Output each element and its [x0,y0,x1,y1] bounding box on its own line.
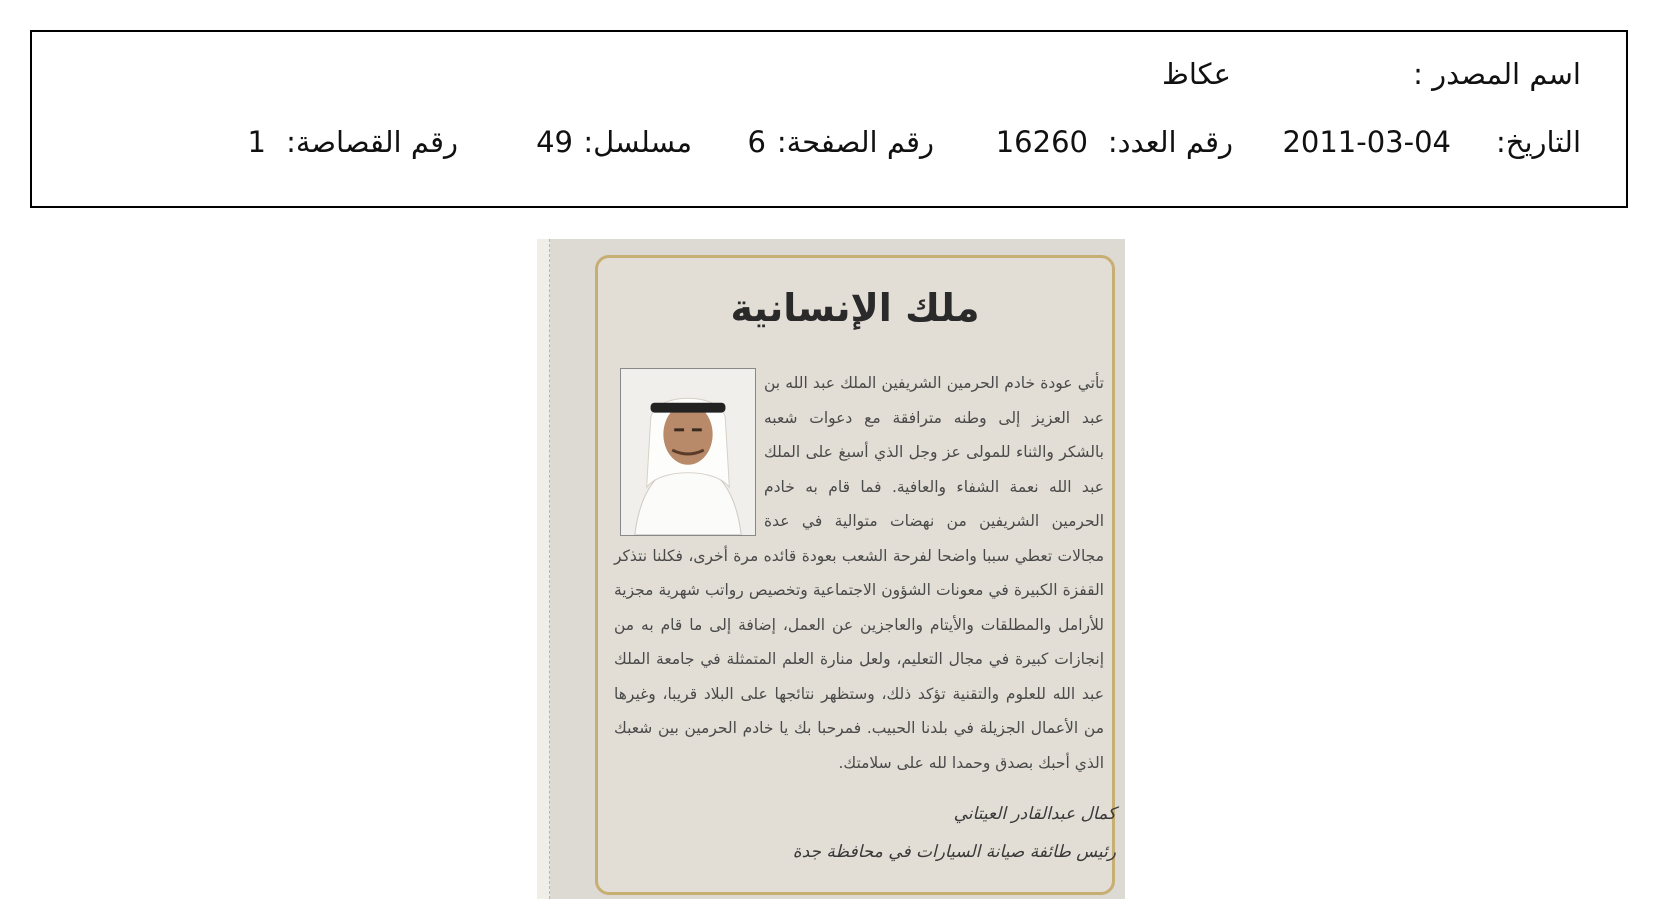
article-title: ملك الإنسانية [730,286,980,330]
clipping-label: رقم القصاصة: [286,125,458,159]
page-value: 6 [747,125,766,159]
issue-value: 16260 [995,125,1088,159]
source-label: اسم المصدر : [1413,57,1581,91]
date-label: التاريخ: [1495,125,1581,159]
issue-label: رقم العدد: [1107,125,1233,159]
adjacent-column-strip [537,239,550,899]
page-label: رقم الصفحة: [776,125,934,159]
clipping-metadata-box [30,30,1628,208]
serial-label: مسلسل: [583,125,692,159]
article-body [614,366,1104,780]
clipping-value: 1 [247,125,266,159]
article-body-text: تأتي عودة خادم الحرمين الشريفين الملك عبد الله بن عبد العزيز إلى وطنه مترافقة مع دعوات شعبه بالشكر والثناء للمولى عز وجل الذي أسبغ على الملك عبد الله نعمة الشفاء والعافية. فما قام به خادم الحرمين الشريفين من نهضات متوالية في عدة مجالات تعطي سببا واضحا لفرحة الشعب بعودة قائده مرة أخرى، فكلنا نتذكر القفزة الكبيرة في معونات الشؤون الاجتماعية وتخصيص رواتب شهرية مجزية للأرامل والمطلقات والأيتام والعاجزين عن العمل، إضافة إلى ما قام به من إنجازات كبيرة في مجال التعليم، ولعل منارة العلم المتمثلة في جامعة الملك عبد الله للعلوم والتقنية تؤكد ذلك، وستظهر نتائجها على البلاد قريبا، وغيرها من الأعمال الجزيلة في بلدنا الحبيب. فمرحبا بك يا خادم الحرمين بين شعبك الذي أحبك بصدق وحمدا لله على سلامتك. [614,374,1104,772]
author-title: رئيس طائفة صيانة السيارات في محافظة جدة [792,842,1116,862]
serial-value: 49 [536,125,573,159]
article-frame [595,255,1115,895]
newspaper-clipping [537,239,1125,899]
source-value: عكاظ [1162,57,1231,91]
author-name: كمال عبدالقادر العيتاني [953,804,1116,824]
date-value: 2011-03-04 [1282,125,1451,159]
